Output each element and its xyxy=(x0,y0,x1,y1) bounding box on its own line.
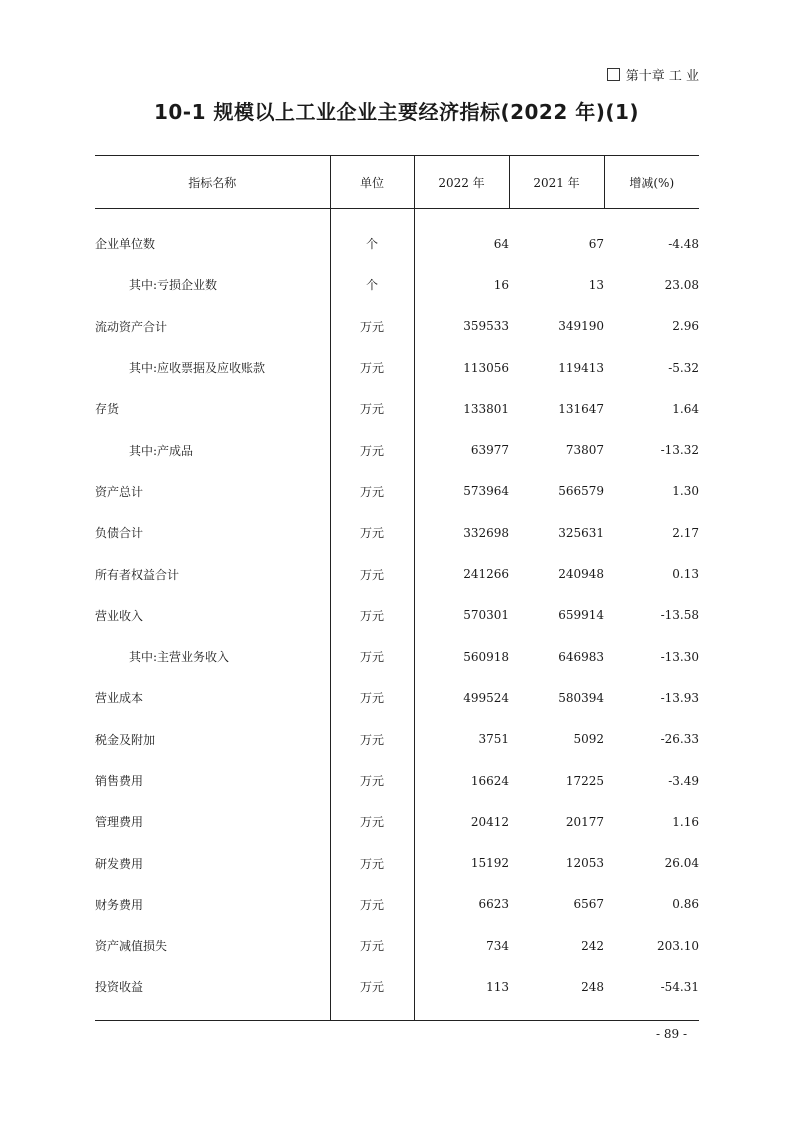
value-2022: 332698 xyxy=(414,512,509,553)
table-row xyxy=(95,842,699,883)
unit-cell: 万元 xyxy=(330,925,414,966)
value-2022: 20412 xyxy=(414,801,509,842)
value-2022: 734 xyxy=(414,925,509,966)
value-2021: 325631 xyxy=(558,525,604,540)
change-percent: -13.30 xyxy=(660,649,699,664)
change-percent: 0.13 xyxy=(672,567,699,582)
unit-cell: 万元 xyxy=(330,719,414,760)
unit-cell: 万元 xyxy=(330,388,414,429)
value-2021: 131647 xyxy=(558,401,604,416)
value-2021: 13 xyxy=(588,277,604,292)
value-2021: 119413 xyxy=(558,360,604,375)
table-row xyxy=(95,388,699,429)
change-percent: -13.93 xyxy=(660,690,699,705)
indicator-name: 其中:主营业务收入 xyxy=(129,650,230,665)
change-percent: -3.49 xyxy=(668,773,699,788)
unit-cell: 万元 xyxy=(330,347,414,388)
page-number: - 89 - xyxy=(655,1027,687,1041)
change-percent: 1.64 xyxy=(672,401,699,416)
change-percent: 26.04 xyxy=(664,856,699,871)
value-2022: 64 xyxy=(414,223,509,264)
indicator-name: 研发费用 xyxy=(95,856,144,871)
column-header-2022: 2022 年 xyxy=(414,156,509,209)
table-row xyxy=(95,966,699,1007)
indicator-name: 其中:亏损企业数 xyxy=(129,278,218,293)
value-2021: 12053 xyxy=(565,856,604,871)
column-header-name: 指标名称 xyxy=(95,156,330,209)
change-percent: 23.08 xyxy=(664,277,699,292)
value-2021: 17225 xyxy=(565,773,604,788)
change-percent: 2.17 xyxy=(672,525,699,540)
value-2022: 16624 xyxy=(414,760,509,801)
unit-cell: 万元 xyxy=(330,760,414,801)
unit-cell: 万元 xyxy=(330,801,414,842)
value-2021: 349190 xyxy=(558,319,604,334)
indicator-table xyxy=(95,155,699,1021)
column-header-2021: 2021 年 xyxy=(509,156,604,209)
unit-cell: 个 xyxy=(330,223,414,264)
unit-cell: 万元 xyxy=(330,966,414,1007)
change-percent: 203.10 xyxy=(657,938,699,953)
unit-cell: 个 xyxy=(330,264,414,305)
unit-cell: 万元 xyxy=(330,471,414,512)
value-2021: 242 xyxy=(581,938,604,953)
indicator-name: 负债合计 xyxy=(95,526,144,541)
change-percent: -54.31 xyxy=(660,979,699,994)
unit-cell: 万元 xyxy=(330,884,414,925)
table-row xyxy=(95,760,699,801)
value-2022: 133801 xyxy=(414,388,509,429)
table-header-row xyxy=(95,156,699,209)
indicator-name: 资产减值损失 xyxy=(95,939,168,954)
value-2021: 248 xyxy=(581,979,604,994)
value-2021: 67 xyxy=(588,236,604,251)
table-row xyxy=(95,471,699,512)
column-header-change: 增减(%) xyxy=(604,156,699,209)
table-row xyxy=(95,306,699,347)
table-row xyxy=(95,347,699,388)
unit-cell: 万元 xyxy=(330,306,414,347)
value-2021: 240948 xyxy=(558,567,604,582)
value-2021: 5092 xyxy=(573,732,604,747)
indicator-name: 税金及附加 xyxy=(95,732,156,747)
indicator-name: 营业收入 xyxy=(95,608,144,623)
value-2021: 73807 xyxy=(565,443,604,458)
table-row xyxy=(95,553,699,594)
value-2022: 16 xyxy=(414,264,509,305)
table-row xyxy=(95,223,699,264)
unit-cell: 万元 xyxy=(330,553,414,594)
value-2022: 359533 xyxy=(414,306,509,347)
indicator-name: 所有者权益合计 xyxy=(95,567,180,582)
indicator-name: 存货 xyxy=(95,402,120,417)
indicator-name: 资产总计 xyxy=(95,484,144,499)
change-percent: -5.32 xyxy=(668,360,699,375)
value-2021: 580394 xyxy=(558,690,604,705)
spacer-row xyxy=(95,209,699,224)
indicator-name: 投资收益 xyxy=(95,980,144,995)
value-2022: 499524 xyxy=(414,677,509,718)
change-percent: 2.96 xyxy=(672,319,699,334)
change-percent: -13.32 xyxy=(660,443,699,458)
table-row xyxy=(95,264,699,305)
unit-cell: 万元 xyxy=(330,512,414,553)
value-2022: 15192 xyxy=(414,842,509,883)
table-row xyxy=(95,512,699,553)
value-2021: 6567 xyxy=(573,897,604,912)
value-2022: 3751 xyxy=(414,719,509,760)
indicator-name: 其中:应收票据及应收账款 xyxy=(129,361,266,376)
indicator-name: 营业成本 xyxy=(95,691,144,706)
change-percent: 1.16 xyxy=(672,814,699,829)
table-row xyxy=(95,884,699,925)
table-row xyxy=(95,925,699,966)
table-body xyxy=(95,209,699,1021)
table-row xyxy=(95,801,699,842)
spacer-row xyxy=(95,1008,699,1021)
value-2021: 646983 xyxy=(558,649,604,664)
indicator-name: 管理费用 xyxy=(95,815,144,830)
value-2022: 6623 xyxy=(414,884,509,925)
table-row xyxy=(95,595,699,636)
change-percent: 0.86 xyxy=(672,897,699,912)
indicator-name: 其中:产成品 xyxy=(129,443,194,458)
unit-cell: 万元 xyxy=(330,429,414,470)
table-row xyxy=(95,636,699,677)
value-2022: 113056 xyxy=(414,347,509,388)
value-2021: 20177 xyxy=(565,814,604,829)
page-title: 10-1 规模以上工业企业主要经济指标(2022 年)(1) xyxy=(153,100,640,124)
indicator-name: 财务费用 xyxy=(95,897,144,912)
unit-cell: 万元 xyxy=(330,842,414,883)
table-row xyxy=(95,719,699,760)
value-2022: 241266 xyxy=(414,553,509,594)
indicator-name: 流动资产合计 xyxy=(95,319,168,334)
change-percent: -4.48 xyxy=(668,236,699,251)
value-2022: 570301 xyxy=(414,595,509,636)
value-2022: 560918 xyxy=(414,636,509,677)
column-header-unit: 单位 xyxy=(330,156,414,209)
indicator-name: 企业单位数 xyxy=(95,237,156,252)
unit-cell: 万元 xyxy=(330,636,414,677)
table-row xyxy=(95,677,699,718)
square-icon xyxy=(607,68,620,81)
indicator-name: 销售费用 xyxy=(95,774,144,788)
unit-cell: 万元 xyxy=(330,677,414,718)
chapter-header xyxy=(607,65,699,84)
change-percent: -13.58 xyxy=(660,608,699,623)
chapter-label: 第十章 工 业 xyxy=(625,69,699,84)
value-2021: 566579 xyxy=(558,484,604,499)
table-row xyxy=(95,429,699,470)
change-percent: 1.30 xyxy=(672,484,699,499)
unit-cell: 万元 xyxy=(330,595,414,636)
value-2022: 63977 xyxy=(414,429,509,470)
change-percent: -26.33 xyxy=(660,732,699,747)
value-2021: 659914 xyxy=(558,608,604,623)
value-2022: 113 xyxy=(414,966,509,1007)
value-2022: 573964 xyxy=(414,471,509,512)
